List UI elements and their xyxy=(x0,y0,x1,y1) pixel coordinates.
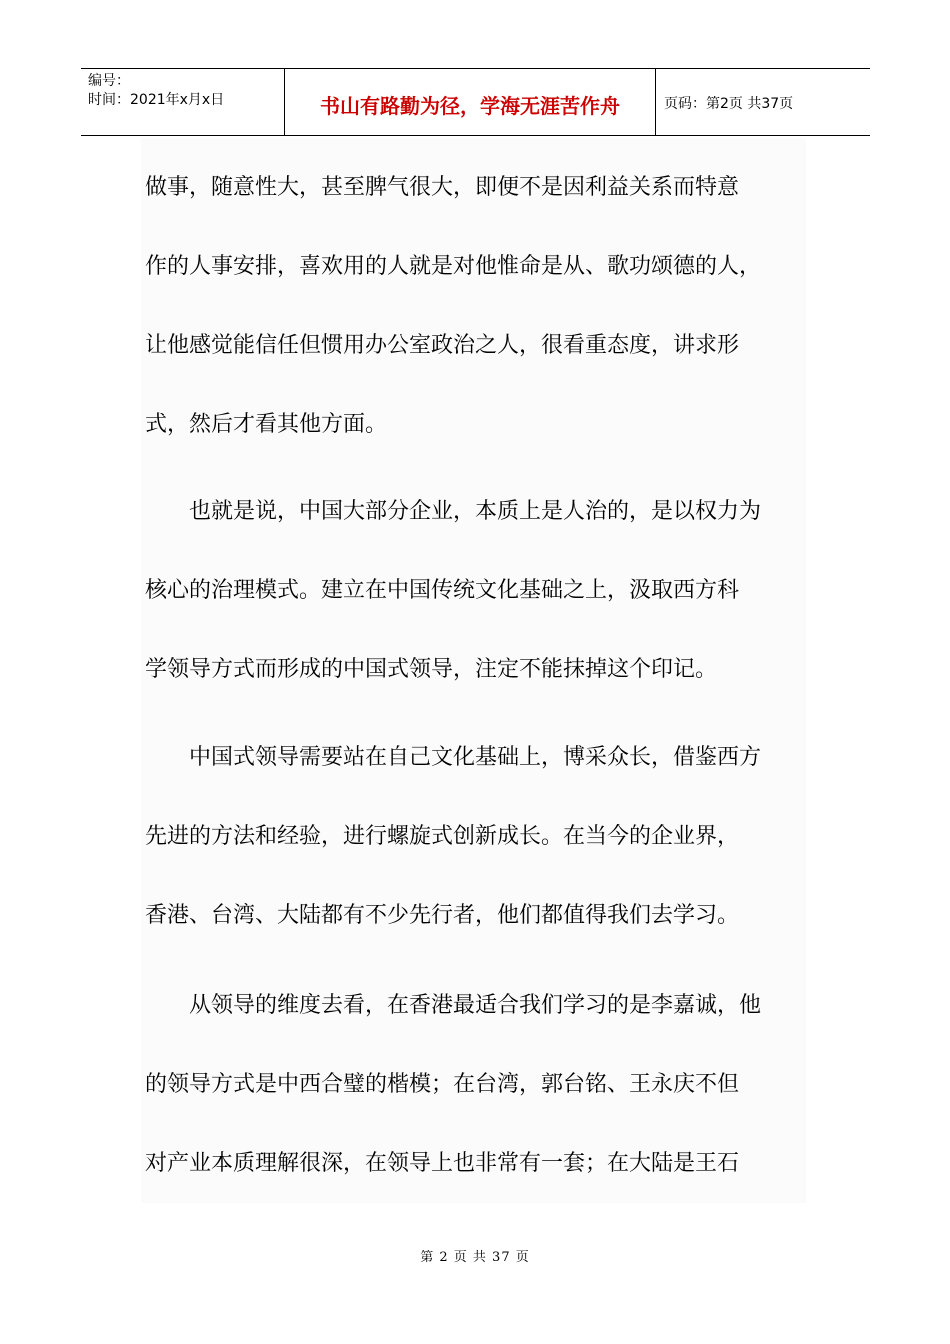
body-text-area xyxy=(141,138,806,1203)
header-page-info: 页码：第2页 共37页 xyxy=(664,96,794,112)
body-line-10: 香港、台湾、大陆都有不少先行者，他们都值得我们去学习。 xyxy=(145,903,740,928)
body-line-9: 先进的方法和经验，进行螺旋式创新成长。在当今的企业界， xyxy=(145,824,740,849)
body-line-3: 让他感觉能信任但惯用办公室政治之人，很看重态度，讲求形 xyxy=(145,333,740,358)
body-line-12: 的领导方式是中西合璧的楷模；在台湾，郭台铭、王永庆不但 xyxy=(145,1072,740,1097)
body-line-13: 对产业本质理解很深，在领导上也非常有一套；在大陆是王石 xyxy=(145,1151,740,1176)
body-line-1: 做事，随意性大，甚至脾气很大，即便不是因利益关系而特意 xyxy=(145,175,740,200)
body-line-5: 也就是说，中国大部分企业，本质上是人治的，是以权力为 xyxy=(145,499,762,524)
serial-number-label: 编号： xyxy=(88,73,130,89)
document-header xyxy=(81,68,870,136)
body-line-6: 核心的治理模式。建立在中国传统文化基础之上，汲取西方科 xyxy=(145,578,740,603)
body-line-4: 式，然后才看其他方面。 xyxy=(145,412,388,437)
header-motto: 书山有路勤为径，学海无涯苦作舟 xyxy=(284,69,656,135)
body-line-7: 学领导方式而形成的中国式领导，注定不能抹掉这个印记。 xyxy=(145,657,718,682)
body-line-8: 中国式领导需要站在自己文化基础上，博采众长，借鉴西方 xyxy=(145,745,762,770)
body-line-2: 作的人事安排，喜欢用的人就是对他惟命是从、歌功颂德的人， xyxy=(145,254,762,279)
body-line-11: 从领导的维度去看，在香港最适合我们学习的是李嘉诚，他 xyxy=(145,993,762,1018)
page-footer: 第 2 页 共 37 页 xyxy=(420,1250,530,1265)
header-meta-cell xyxy=(81,69,284,135)
date-label: 时间：2021年x月x日 xyxy=(88,92,225,108)
